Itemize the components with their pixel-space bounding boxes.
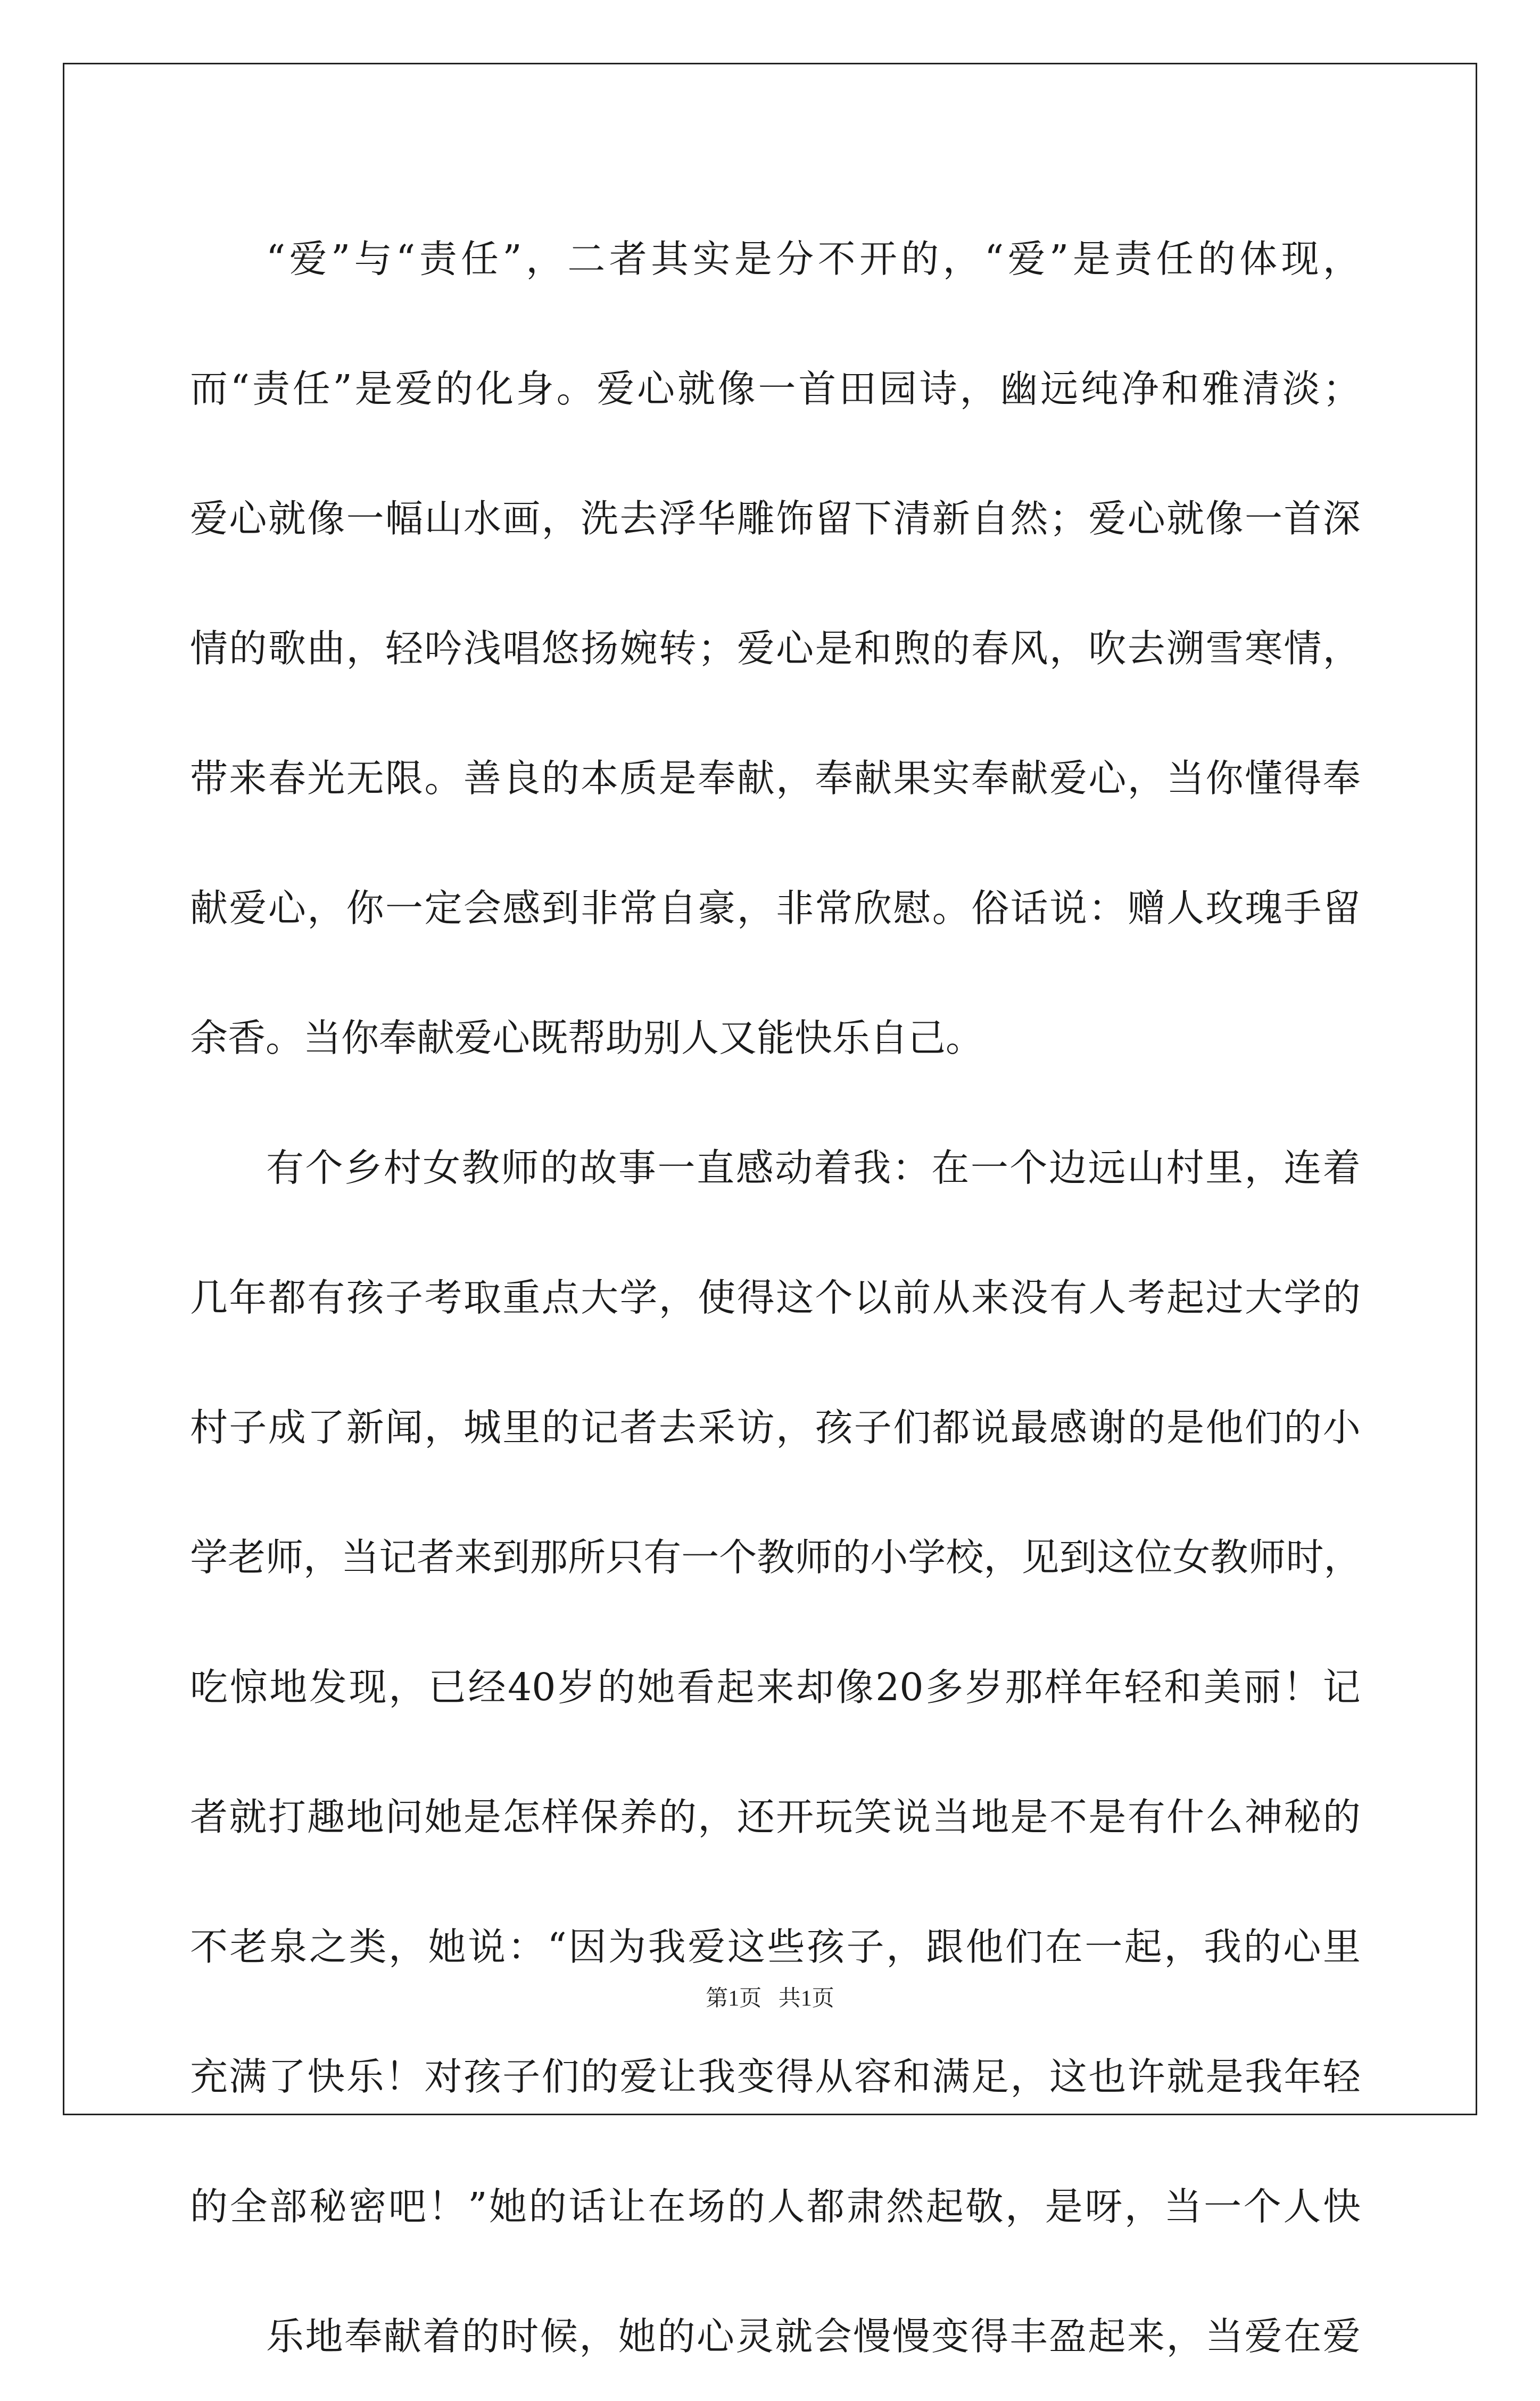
text-line: 情 的 歌 曲 ， 轻 吟 浅 唱 悠 扬 婉 转 ； 爱 心 是 和 煦 的 春 风 ， 吹 去 溯 雪 寒 情 ， [190,626,1361,670]
text-line: “ 爱 ” 与 “ 责 任 ” ， 二 者 其 实 是 分 不 开 的 ， “ 爱 ” 是 责 任 的 体 现 ， [266,236,1361,281]
text-line: 充 满 了 快 乐 ！ 对 孩 子 们 的 爱 让 我 变 得 从 容 和 满 足 ， 这 也 许 就 是 我 年 轻 [190,2054,1361,2099]
text-line: 学 老 师 ， 当 记 者 来 到 那 所 只 有 一 个 教 师 的 小 学 校 ， 见 到 这 位 女 教 师 时 ， [190,1535,1362,1579]
text-line: 乐 地 奉 献 着 的 时 候 ， 她 的 心 灵 就 会 慢 慢 变 得 丰 盈 起 来 ， 当 爱 在 爱 [266,2314,1361,2358]
text-line: 吃 惊 地 发 现 ， 已 经 40 岁 的 她 看 起 来 却 像 20 多 岁 那 样 年 轻 和 美 丽 ！ 记 [190,1665,1361,1709]
text-line: 献 爱 心 ， 你 一 定 会 感 到 非 常 自 豪 ， 非 常 欣 慰 。 俗 话 说 ： 赠 人 玫 瑰 手 留 [190,885,1361,930]
text-line: 带 来 春 光 无 限 。 善 良 的 本 质 是 奉 献 ， 奉 献 果 实 奉 献 爱 心 ， 当 你 懂 得 奉 [190,756,1361,800]
text-line: 者 就 打 趣 地 问 她 是 怎 样 保 养 的 ， 还 开 玩 笑 说 当 地 是 不 是 有 什 么 神 秘 的 [190,1794,1361,1839]
text-line: 有 个 乡 村 女 教 师 的 故 事 一 直 感 动 着 我 ： 在 一 个 边 远 山 村 里 ， 连 着 [266,1145,1361,1190]
text-line: 爱 心 就 像 一 幅 山 水 画 ， 洗 去 浮 华 雕 饰 留 下 清 新 自 然 ； 爱 心 就 像 一 首 深 [190,496,1361,541]
text-line: 余香。当你奉献爱心既帮助别人又能快乐自己。 [190,1015,984,1060]
text-line: 不 老 泉 之 类 ， 她 说 ： “ 因 为 我 爱 这 些 孩 子 ， 跟 他 们 在 一 起 ， 我 的 心 里 [190,1924,1361,1969]
text-line: 而 “ 责 任 ” 是 爱 的 化 身 。 爱 心 就 像 一 首 田 园 诗 ， 幽 远 纯 净 和 雅 清 淡 ； [190,366,1361,411]
page-number-footer: 第1页 共1页 [706,1986,834,2011]
text-line: 的 全 部 秘 密 吧 ！ ” 她 的 话 让 在 场 的 人 都 肃 然 起 敬 ， 是 呀 ， 当 一 个 人 快 [190,2184,1361,2229]
document-body [190,194,1361,2401]
text-line: 几 年 都 有 孩 子 考 取 重 点 大 学 ， 使 得 这 个 以 前 从 来 没 有 人 考 起 过 大 学 的 [190,1275,1361,1320]
text-line: 村 子 成 了 新 闻 ， 城 里 的 记 者 去 采 访 ， 孩 子 们 都 说 最 感 谢 的 是 他 们 的 小 [190,1405,1361,1450]
